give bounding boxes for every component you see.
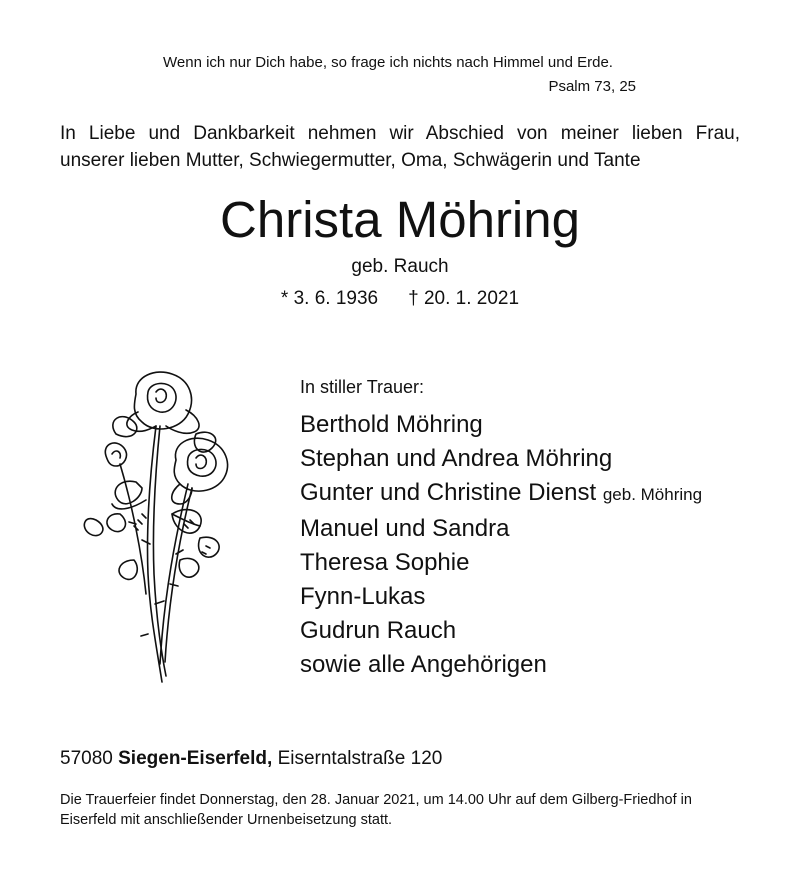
- city: Siegen-Eiserfeld,: [118, 748, 273, 769]
- life-dates: [0, 288, 800, 310]
- mourning-label: In stiller Trauer:: [300, 377, 425, 397]
- street: Eiserntalstraße 120: [277, 748, 443, 769]
- mourner-name: Berthold Möhring: [300, 411, 483, 438]
- intro-line-1: In Liebe und Dankbarkeit nehmen wir Abschied von meiner lieben Frau,: [60, 123, 740, 144]
- intro-text: [60, 120, 740, 174]
- death-date: † 20. 1. 2021: [408, 288, 520, 309]
- quote-source: Psalm 73, 25: [548, 78, 636, 95]
- postal-code: 57080: [60, 748, 113, 769]
- maiden-name-note: geb. Möhring: [602, 485, 703, 504]
- mourner-name: Fynn-Lukas: [300, 583, 426, 610]
- mourner-name-text: Gunter und Christine Dienst: [300, 479, 597, 506]
- mourner-name: Gudrun Rauch: [300, 617, 457, 644]
- mourner-name: Theresa Sophie: [300, 549, 470, 576]
- mourner-name: Manuel und Sandra: [300, 515, 510, 542]
- funeral-info: Die Trauerfeier findet Donnerstag, den 28. Januar 2021, um 14.00 Uhr auf dem Gilberg-Friedhof in Eiserfeld mit anschließender Urnenbeisetzung statt.: [60, 792, 692, 828]
- mourners-block: [300, 376, 770, 682]
- mourner-name: sowie alle Angehörigen: [300, 651, 547, 678]
- quote-text: Wenn ich nur Dich habe, so frage ich nichts nach Himmel und Erde.: [163, 54, 613, 71]
- maiden-name: geb. Rauch: [351, 256, 449, 277]
- address: [60, 748, 442, 770]
- birth-date: * 3. 6. 1936: [280, 288, 379, 309]
- mourner-name: [300, 476, 770, 512]
- mourner-name: Stephan und Andrea Möhring: [300, 445, 613, 472]
- deceased-name: Christa Möhring: [220, 191, 580, 248]
- roses-drawing-icon: [76, 364, 236, 686]
- intro-line-2: unserer lieben Mutter, Schwiegermutter, Oma, Schwägerin und Tante: [60, 150, 641, 171]
